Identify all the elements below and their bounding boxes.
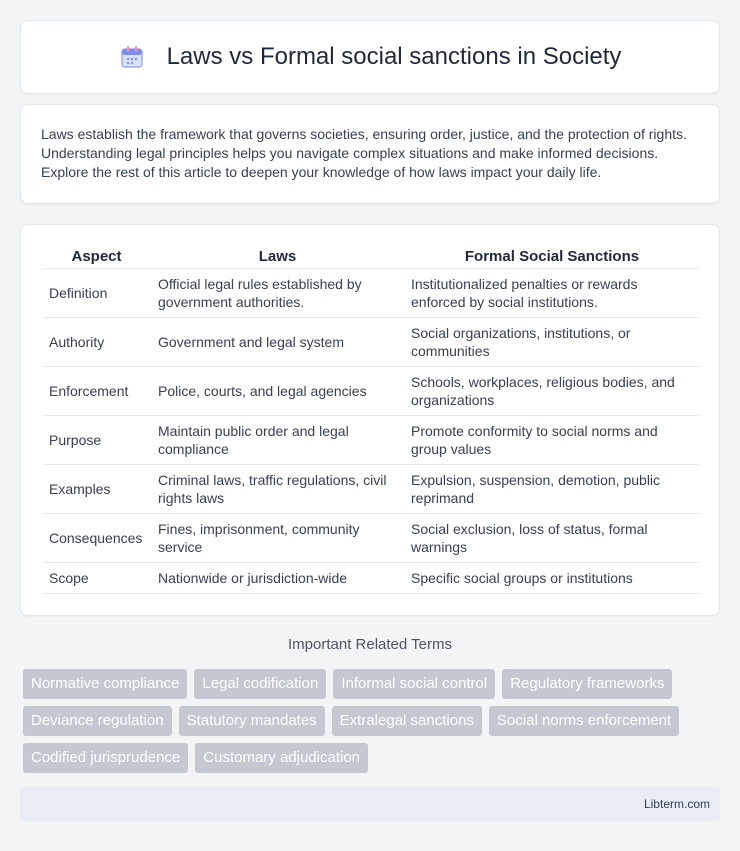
cell-sanctions: Social exclusion, loss of status, formal warnings bbox=[403, 514, 699, 563]
cell-sanctions: Specific social groups or institutions bbox=[403, 563, 699, 594]
related-term-tag[interactable]: Extralegal sanctions bbox=[332, 706, 482, 736]
header-laws: Laws bbox=[150, 245, 403, 269]
page-title: Laws vs Formal social sanctions in Society bbox=[166, 43, 622, 70]
calendar-icon bbox=[119, 44, 145, 70]
cell-laws: Criminal laws, traffic regulations, civil rights laws bbox=[150, 465, 403, 514]
related-term-tag[interactable]: Codified jurisprudence bbox=[23, 743, 188, 773]
table-row bbox=[43, 367, 699, 416]
cell-aspect: Consequences bbox=[43, 514, 150, 563]
intro-text: Laws establish the framework that governs societies, ensuring order, justice, and the protection of rights. Understanding legal principles helps you navigate complex situations and make informed decisions. Explore the rest of this article to deepen your knowledge of how laws impact your daily life. bbox=[41, 126, 687, 180]
cell-laws: Police, courts, and legal agencies bbox=[150, 367, 403, 416]
header-aspect: Aspect bbox=[43, 245, 150, 269]
comparison-table-card bbox=[20, 224, 720, 616]
cell-aspect: Scope bbox=[43, 563, 150, 594]
cell-sanctions: Schools, workplaces, religious bodies, and organizations bbox=[403, 367, 699, 416]
related-term-tag[interactable]: Regulatory frameworks bbox=[502, 669, 672, 699]
cell-sanctions: Expulsion, suspension, demotion, public reprimand bbox=[403, 465, 699, 514]
table-header-row bbox=[43, 245, 699, 269]
footer-site-link[interactable]: Libterm.com bbox=[643, 797, 710, 811]
cell-aspect: Definition bbox=[43, 269, 150, 318]
cell-sanctions: Institutionalized penalties or rewards enforced by social institutions. bbox=[403, 269, 699, 318]
table-row bbox=[43, 514, 699, 563]
related-term-tag[interactable]: Social norms enforcement bbox=[489, 706, 679, 736]
table-row bbox=[43, 269, 699, 318]
comparison-table bbox=[43, 245, 699, 594]
table-row bbox=[43, 465, 699, 514]
cell-aspect: Enforcement bbox=[43, 367, 150, 416]
intro-card bbox=[20, 104, 720, 204]
cell-laws: Official legal rules established by government authorities. bbox=[150, 269, 403, 318]
related-term-tag[interactable]: Informal social control bbox=[333, 669, 495, 699]
header-formal-social-sanctions: Formal Social Sanctions bbox=[403, 245, 699, 269]
table-row bbox=[43, 318, 699, 367]
related-term-tag[interactable]: Deviance regulation bbox=[23, 706, 172, 736]
table-row bbox=[43, 563, 699, 594]
cell-laws: Maintain public order and legal compliance bbox=[150, 416, 403, 465]
cell-laws: Fines, imprisonment, community service bbox=[150, 514, 403, 563]
related-terms-list bbox=[23, 669, 723, 773]
cell-sanctions: Social organizations, institutions, or communities bbox=[403, 318, 699, 367]
related-terms-title: Important Related Terms bbox=[288, 636, 452, 653]
footer bbox=[20, 787, 720, 821]
cell-sanctions: Promote conformity to social norms and group values bbox=[403, 416, 699, 465]
cell-laws: Nationwide or jurisdiction-wide bbox=[150, 563, 403, 594]
cell-aspect: Purpose bbox=[43, 416, 150, 465]
header-card bbox=[20, 20, 720, 94]
cell-aspect: Examples bbox=[43, 465, 150, 514]
related-term-tag[interactable]: Customary adjudication bbox=[195, 743, 368, 773]
related-term-tag[interactable]: Normative compliance bbox=[23, 669, 187, 699]
table-row bbox=[43, 416, 699, 465]
cell-laws: Government and legal system bbox=[150, 318, 403, 367]
related-term-tag[interactable]: Statutory mandates bbox=[179, 706, 325, 736]
related-term-tag[interactable]: Legal codification bbox=[194, 669, 326, 699]
cell-aspect: Authority bbox=[43, 318, 150, 367]
